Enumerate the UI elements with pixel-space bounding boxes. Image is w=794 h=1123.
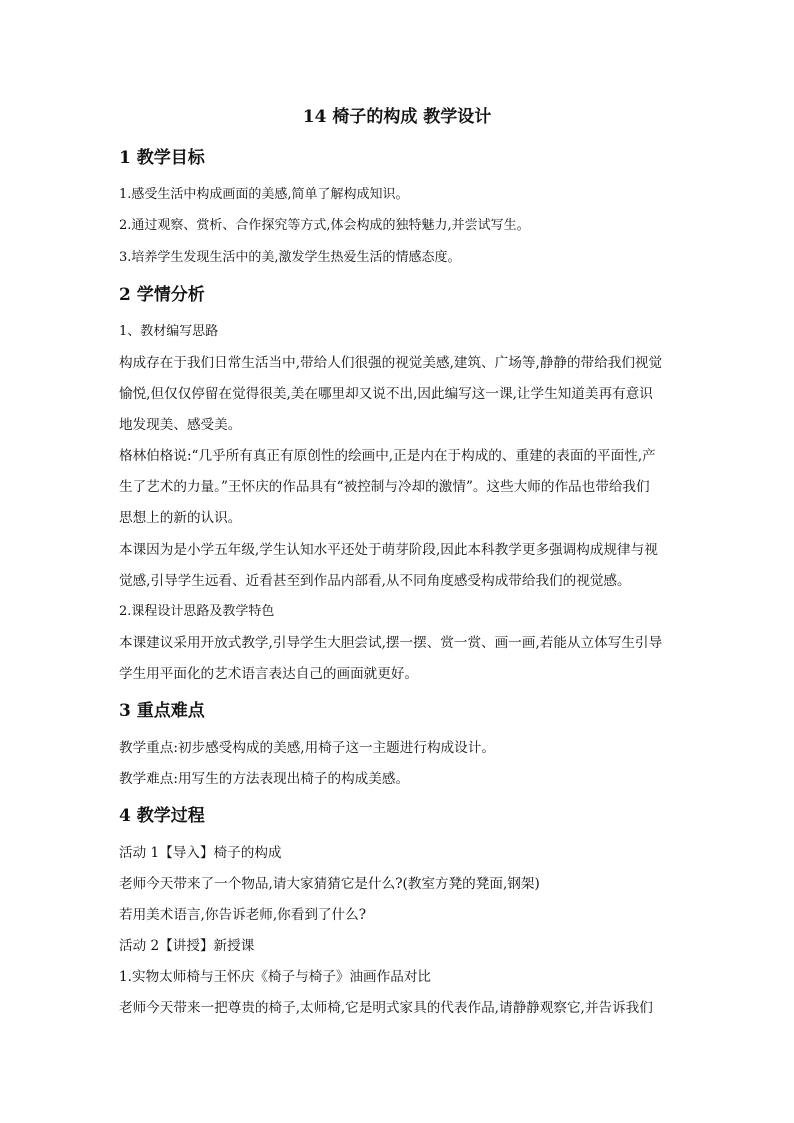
paragraph-line: 觉感,引导学生远看、近看甚至到作品内部看,从不同角度感受构成带给我们的视觉感。 [119,573,631,589]
paragraph-line: 2.通过观察、赏析、合作探究等方式,体会构成的独特魅力,并尝试写生。 [119,218,530,233]
paragraph-line: 3.培养学生发现生活中的美,激发学生热爱生活的情感态度。 [119,250,461,265]
section-heading: 1 教学目标 [119,148,205,168]
paragraph-line: 1.感受生活中构成画面的美感,简单了解构成知识。 [119,187,409,202]
paragraph-line: 老师今天带来了一个物品,请大家猜猜它是什么?(教室方凳的凳面,钢架) [119,876,540,892]
section-heading: 4 教学过程 [119,806,205,826]
paragraph-line: 1、教材编写思路 [119,324,219,339]
paragraph-line: 思想上的新的认识。 [119,510,242,526]
paragraph-line: 教学难点:用写生的方法表现出椅子的构成美感。 [119,771,410,787]
paragraph-line: 活动 2【讲授】新授课 [119,938,255,954]
paragraph-line: 生了艺术的力量。”王怀庆的作品具有“被控制与冷却的激情”。这些大师的作品也带给我们 [119,479,650,495]
paragraph-line: 格林伯格说:“几乎所有真正有原创性的绘画中,正是内在于构成的、重建的表面的平面性,产 [119,448,656,464]
paragraph-line: 构成存在于我们日常生活当中,带给人们很强的视觉美感,建筑、广场等,静静的带给我们视觉 [119,355,663,371]
paragraph-line: 学生用平面化的艺术语言表达自己的画面就更好。 [119,666,419,682]
paragraph-line: 老师今天带来一把尊贵的椅子,太师椅,它是明式家具的代表作品,请静静观察它,并告诉我们 [119,1000,653,1016]
paragraph-line: 愉悦,但仅仅停留在觉得很美,美在哪里却又说不出,因此编写这一课,让学生知道美再有意识 [119,386,653,402]
paragraph-line: 活动 1【导入】椅子的构成 [119,845,282,861]
paragraph-line: 若用美术语言,你告诉老师,你看到了什么? [119,907,367,923]
paragraph-line: 地发现美、感受美。 [119,417,242,433]
document-title: 14 椅子的构成 教学设计 [302,107,492,127]
paragraph-line: 1.实物太师椅与王怀庆《椅子与椅子》油画作品对比 [119,969,432,985]
section-heading: 3 重点难点 [119,701,205,721]
paragraph-line: 本课因为是小学五年级,学生认知水平还处于萌芽阶段,因此本科教学更多强调构成规律与视 [119,542,658,558]
section-heading: 2 学情分析 [119,285,205,305]
paragraph-line: 教学重点:初步感受构成的美感,用椅子这一主题进行构成设计。 [119,740,495,756]
paragraph-line: 2.课程设计思路及教学特色 [119,604,275,619]
paragraph-line: 本课建议采用开放式教学,引导学生大胆尝试,摆一摆、赏一赏、画一画,若能从立体写生引导 [119,635,663,651]
